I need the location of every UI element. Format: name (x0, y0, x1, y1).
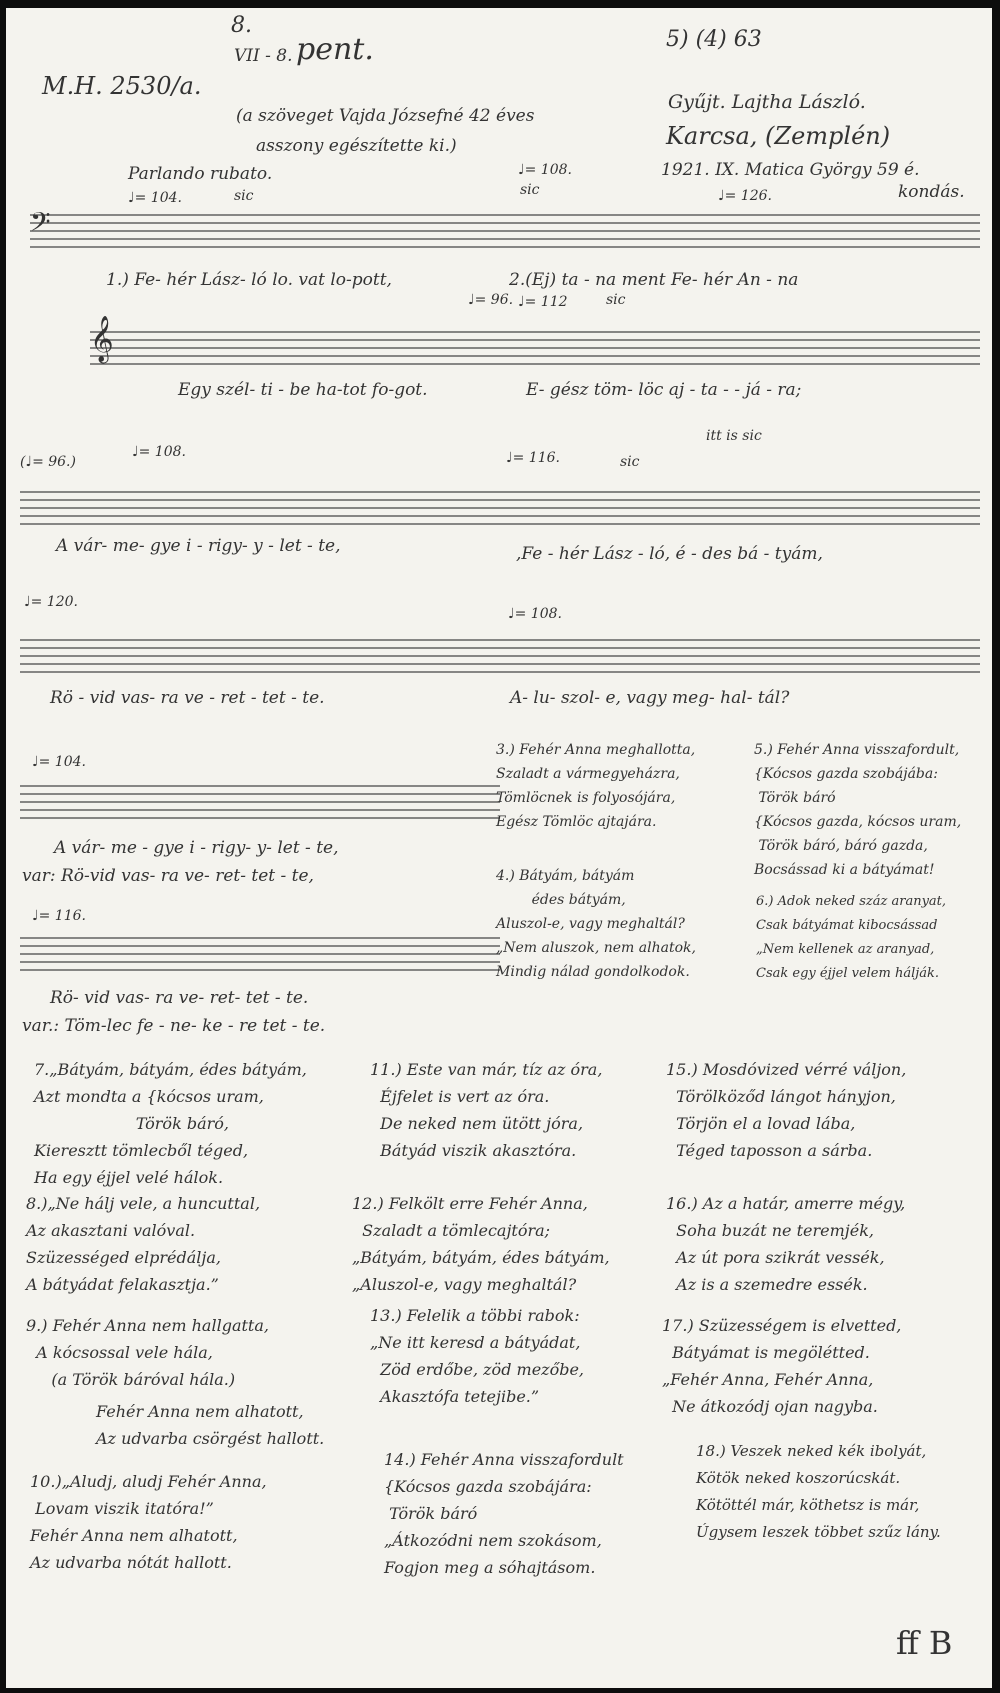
lyric-line: 2.(Ej) ta - na ment Fe- hér An - na (509, 270, 799, 290)
lyric-line: E- gész töm- löc aj - ta - - já - ra; (526, 380, 802, 400)
verse-13: 13.) Felelik a többi rabok: „Ne itt keresd a bátyádat, Zöd erdőbe, zöd mezőbe, Akasztófa tetejibe.” (370, 1306, 585, 1406)
lyric-line: A vár- me- gye i - rigy- y - let - te, (56, 536, 341, 556)
catalog-number: M.H. 2530/a. (42, 72, 202, 100)
lyric-line: 1.) Fe- hér Lász- ló lo. vat lo-pott, (106, 270, 392, 290)
footer-initials: ff B (896, 1624, 953, 1662)
place: Karcsa, (Zemplén) (666, 122, 891, 150)
sic-mark: sic (520, 182, 540, 198)
verse-6: 6.) Adok neked száz aranyat, Csak bátyámat kibocsássad „Nem kellenek az aranyad, Csak egy éjjel velem hálják. (756, 894, 947, 981)
lyric-line: Rö- vid vas- ra ve- ret- tet - te. (50, 988, 309, 1008)
lyric-line: ,Fe - hér Lász - ló, é - des bá - tyám, (516, 544, 823, 564)
lyric-variant: var.: Töm-lec fe - ne- ke - re tet - te. (22, 1016, 326, 1036)
manuscript-page (6, 8, 992, 1688)
tempo-mark: ♩= 96. (468, 292, 514, 308)
sic-mark: sic (620, 454, 640, 470)
tempo-mark: ♩= 126. (718, 188, 772, 204)
verse-8: 8.)„Ne hálj vele, a huncuttal, Az akasztani valóval. Szüzességed elprédálja, A bátyádat felakasztja.” (26, 1194, 261, 1294)
music-staff (20, 784, 500, 824)
bass-clef-icon: 𝄢 (30, 206, 51, 244)
music-staff (20, 936, 500, 976)
date: VII - 8. (234, 46, 293, 66)
lyric-line: Rö - vid vas- ra ve - ret - tet - te. (50, 688, 325, 708)
sic-mark: sic (234, 188, 254, 204)
lyric-variant: var: Rö-vid vas- ra ve- ret- tet - te, (22, 866, 314, 886)
verse-16: 16.) Az a határ, amerre mégy, Soha buzát ne teremjék, Az út pora szikrát vessék, Az is a szemedre essék. (666, 1194, 906, 1294)
tempo-mark: ♩= 116. (506, 450, 560, 466)
verse-5: 5.) Fehér Anna visszafordult, {Kócsos gazda szobájába: Török báró {Kócsos gazda, kócsos uram, Török báró, báró gazda, Bocsássad ki a bátyámat! (754, 742, 962, 878)
tempo-mark: ♩= 108. (508, 606, 562, 622)
tempo-word: Parlando rubato. (128, 164, 273, 184)
heading-word: pent. (296, 32, 374, 67)
lyric-line: Egy szél- ti - be ha-tot fo-got. (178, 380, 428, 400)
verse-9-cont: Fehér Anna nem alhatott, Az udvarba csörgést hallott. (96, 1402, 325, 1448)
verse-7: 7.„Bátyám, bátyám, édes bátyám, Azt mondta a {kócsos uram, Török báró, Kieresztt tömlecből téged, Ha egy éjjel velé hálok. (34, 1060, 307, 1187)
tempo-mark: ♩= 108. (518, 162, 572, 178)
tempo-mark: ♩= 112 (518, 294, 568, 310)
occupation: kondás. (898, 182, 965, 202)
reference-numbers: 5) (4) 63 (666, 27, 762, 52)
verse-3: 3.) Fehér Anna meghallotta, Szaladt a vármegyeházra, Tömlöcnek is folyosójára, Egész Tömlöc ajtajára. (496, 742, 696, 830)
verse-12: 12.) Felkölt erre Fehér Anna, Szaladt a tömlecajtóra; „Bátyám, bátyám, édes bátyám, „Aluszol-e, vagy meghaltál? (352, 1194, 610, 1294)
verse-11: 11.) Este van már, tíz az óra, Éjfelet is vert az óra. De neked nem ütött jóra, Bátyád viszik akasztóra. (370, 1060, 603, 1160)
tempo-mark: (♩= 96.) (20, 454, 76, 470)
music-staff (90, 330, 980, 370)
year-singer: 1921. IX. Matica György 59 é. (661, 160, 920, 180)
tempo-mark: ♩= 104. (128, 190, 182, 206)
music-staff (30, 213, 980, 253)
tempo-mark: ♩= 120. (24, 594, 78, 610)
verse-17: 17.) Szüzességem is elvetted, Bátyámat is megölétted. „Fehér Anna, Fehér Anna, Ne átkozódj ojan nagyba. (662, 1316, 902, 1416)
tempo-mark: ♩= 116. (32, 908, 86, 924)
treble-clef-icon: 𝄞 (90, 316, 114, 362)
music-staff (20, 638, 980, 678)
verse-14: 14.) Fehér Anna visszafordult {Kócsos gazda szobájára: Török báró „Átkozódni nem szokásom, Fogjon meg a sóhajtásom. (384, 1450, 624, 1577)
verse-4: 4.) Bátyám, bátyám édes bátyám, Aluszol-e, vagy meghaltál? „Nem aluszok, nem alhatok, Mindig nálad gondolkodok. (496, 868, 696, 980)
verse-9: 9.) Fehér Anna nem hallgatta, A kócsossal vele hála, (a Török báróval hála.) (26, 1316, 269, 1389)
lyric-line: A vár- me - gye i - rigy- y- let - te, (54, 838, 339, 858)
sic-note: itt is sic (706, 428, 762, 444)
verse-10: 10.)„Aludj, aludj Fehér Anna, Lovam viszik itatóra!” Fehér Anna nem alhatott, Az udvarba nótát hallott. (30, 1472, 267, 1572)
music-staff (20, 490, 980, 530)
collector: Gyűjt. Lajtha László. (668, 91, 866, 113)
verse-15: 15.) Mosdóvized vérré váljon, Törölköződ lángot hányjon, Törjön el a lovad lába, Téged taposson a sárba. (666, 1060, 907, 1160)
sic-mark: sic (606, 292, 626, 308)
tempo-mark: ♩= 108. (132, 444, 186, 460)
tempo-mark: ♩= 104. (32, 754, 86, 770)
text-note-line1: (a szöveget Vajda Józsefné 42 éves (236, 106, 535, 126)
lyric-line: A- lu- szol- e, vagy meg- hal- tál? (510, 688, 790, 708)
verse-18: 18.) Veszek neked kék ibolyát, Kötök neked koszorúcskát. Kötöttél már, köthetsz is már, Úgysem leszek többet szűz lány. (696, 1442, 941, 1541)
text-note-line2: asszony egészítette ki.) (256, 136, 457, 156)
page-number: 8. (231, 13, 252, 38)
